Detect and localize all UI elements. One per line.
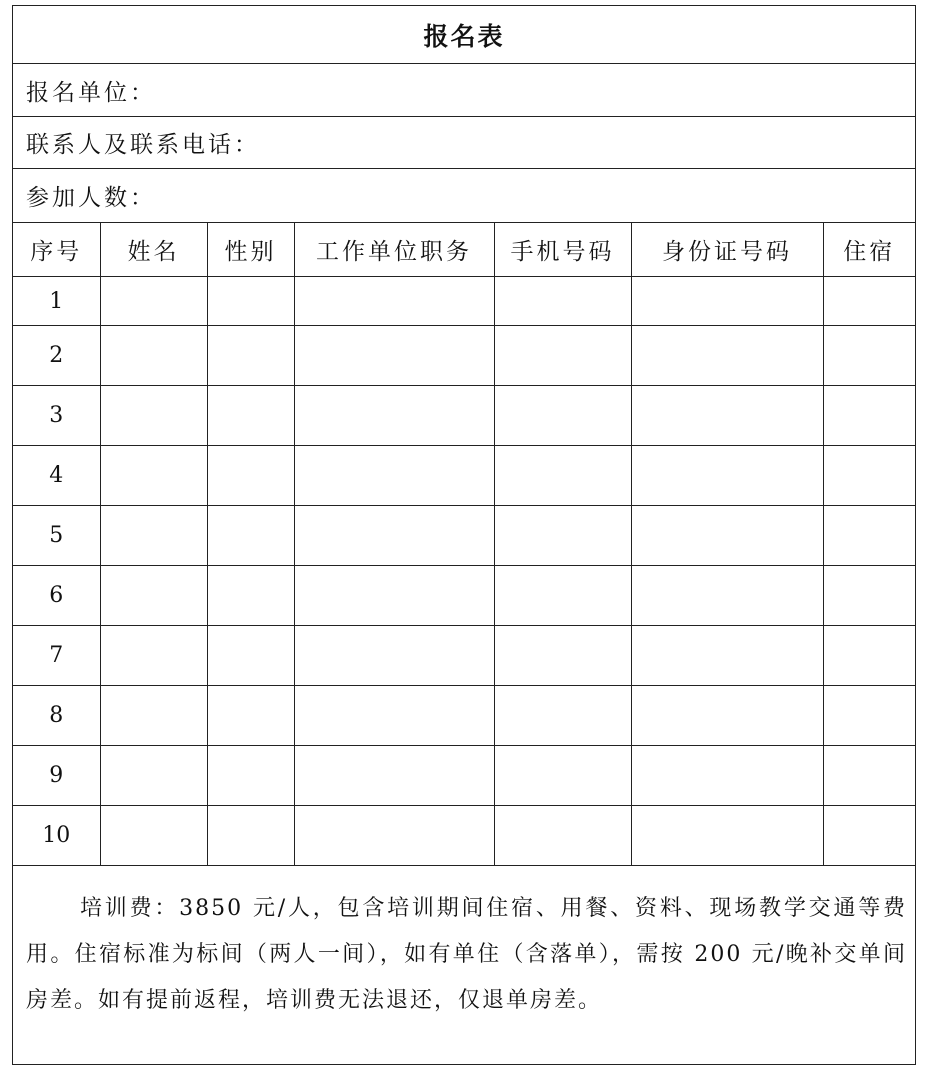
accommodation-cell[interactable] xyxy=(823,626,915,686)
work-unit-cell[interactable] xyxy=(294,386,494,446)
row-number: 2 xyxy=(13,326,100,386)
registration-form xyxy=(12,5,916,1065)
accommodation-cell[interactable] xyxy=(823,326,915,386)
mobile-cell[interactable] xyxy=(494,686,631,746)
row-number: 10 xyxy=(13,806,100,866)
mobile-cell[interactable] xyxy=(494,446,631,506)
work-unit-cell[interactable] xyxy=(294,277,494,326)
gender-cell[interactable] xyxy=(207,626,294,686)
row-number: 8 xyxy=(13,686,100,746)
row-number: 1 xyxy=(13,277,100,326)
mobile-cell[interactable] xyxy=(494,277,631,326)
table-row xyxy=(13,566,915,626)
mobile-cell[interactable] xyxy=(494,626,631,686)
accommodation-cell[interactable] xyxy=(823,746,915,806)
table-row xyxy=(13,277,915,326)
work-unit-cell[interactable] xyxy=(294,566,494,626)
accommodation-cell[interactable] xyxy=(823,277,915,326)
header-gender: 性别 xyxy=(207,223,294,277)
row-number: 3 xyxy=(13,386,100,446)
mobile-cell[interactable] xyxy=(494,506,631,566)
header-work-unit-position: 工作单位职务 xyxy=(294,223,494,277)
name-cell[interactable] xyxy=(100,746,207,806)
name-cell[interactable] xyxy=(100,506,207,566)
work-unit-cell[interactable] xyxy=(294,686,494,746)
table-row xyxy=(13,386,915,446)
mobile-cell[interactable] xyxy=(494,566,631,626)
name-cell[interactable] xyxy=(100,806,207,866)
gender-cell[interactable] xyxy=(207,277,294,326)
id-number-cell[interactable] xyxy=(631,746,823,806)
name-cell[interactable] xyxy=(100,277,207,326)
header-id-number: 身份证号码 xyxy=(631,223,823,277)
accommodation-cell[interactable] xyxy=(823,446,915,506)
header-name: 姓名 xyxy=(100,223,207,277)
accommodation-cell[interactable] xyxy=(823,386,915,446)
work-unit-cell[interactable] xyxy=(294,626,494,686)
gender-cell[interactable] xyxy=(207,326,294,386)
accommodation-cell[interactable] xyxy=(823,806,915,866)
participant-count-field: 参加人数： xyxy=(13,169,915,223)
id-number-cell[interactable] xyxy=(631,326,823,386)
fee-notice: 培训费：3850 元/人，包含培训期间住宿、用餐、资料、现场教学交通等费用。住宿标准为标间（两人一间），如有单住（含落单），需按 200 元/晚补交单间房差。如有提前返程，培训费无法退还，仅退单房差。 xyxy=(26,896,907,1013)
table-row xyxy=(13,506,915,566)
mobile-cell[interactable] xyxy=(494,386,631,446)
table-row xyxy=(13,326,915,386)
id-number-cell[interactable] xyxy=(631,277,823,326)
table-row xyxy=(13,446,915,506)
gender-cell[interactable] xyxy=(207,806,294,866)
table-row xyxy=(13,686,915,746)
name-cell[interactable] xyxy=(100,566,207,626)
participant-table xyxy=(13,223,915,866)
row-number: 6 xyxy=(13,566,100,626)
table-header-row xyxy=(13,223,915,277)
header-serial-number: 序号 xyxy=(13,223,100,277)
name-cell[interactable] xyxy=(100,326,207,386)
mobile-cell[interactable] xyxy=(494,806,631,866)
gender-cell[interactable] xyxy=(207,746,294,806)
gender-cell[interactable] xyxy=(207,506,294,566)
id-number-cell[interactable] xyxy=(631,686,823,746)
work-unit-cell[interactable] xyxy=(294,506,494,566)
work-unit-cell[interactable] xyxy=(294,326,494,386)
id-number-cell[interactable] xyxy=(631,566,823,626)
row-number: 9 xyxy=(13,746,100,806)
form-title: 报名表 xyxy=(13,6,915,64)
work-unit-cell[interactable] xyxy=(294,806,494,866)
accommodation-cell[interactable] xyxy=(823,506,915,566)
accommodation-cell[interactable] xyxy=(823,686,915,746)
id-number-cell[interactable] xyxy=(631,806,823,866)
header-mobile-number: 手机号码 xyxy=(494,223,631,277)
contact-person-phone-field: 联系人及联系电话： xyxy=(13,117,915,169)
name-cell[interactable] xyxy=(100,446,207,506)
gender-cell[interactable] xyxy=(207,686,294,746)
table-row xyxy=(13,746,915,806)
row-number: 5 xyxy=(13,506,100,566)
header-accommodation: 住宿 xyxy=(823,223,915,277)
gender-cell[interactable] xyxy=(207,566,294,626)
gender-cell[interactable] xyxy=(207,446,294,506)
work-unit-cell[interactable] xyxy=(294,446,494,506)
mobile-cell[interactable] xyxy=(494,326,631,386)
name-cell[interactable] xyxy=(100,386,207,446)
work-unit-cell[interactable] xyxy=(294,746,494,806)
table-body xyxy=(13,277,915,866)
row-number: 4 xyxy=(13,446,100,506)
name-cell[interactable] xyxy=(100,626,207,686)
id-number-cell[interactable] xyxy=(631,386,823,446)
accommodation-cell[interactable] xyxy=(823,566,915,626)
mobile-cell[interactable] xyxy=(494,746,631,806)
registration-unit-field: 报名单位： xyxy=(13,64,915,117)
row-number: 7 xyxy=(13,626,100,686)
id-number-cell[interactable] xyxy=(631,446,823,506)
table-row xyxy=(13,626,915,686)
table-row xyxy=(13,806,915,866)
id-number-cell[interactable] xyxy=(631,626,823,686)
gender-cell[interactable] xyxy=(207,386,294,446)
name-cell[interactable] xyxy=(100,686,207,746)
id-number-cell[interactable] xyxy=(631,506,823,566)
